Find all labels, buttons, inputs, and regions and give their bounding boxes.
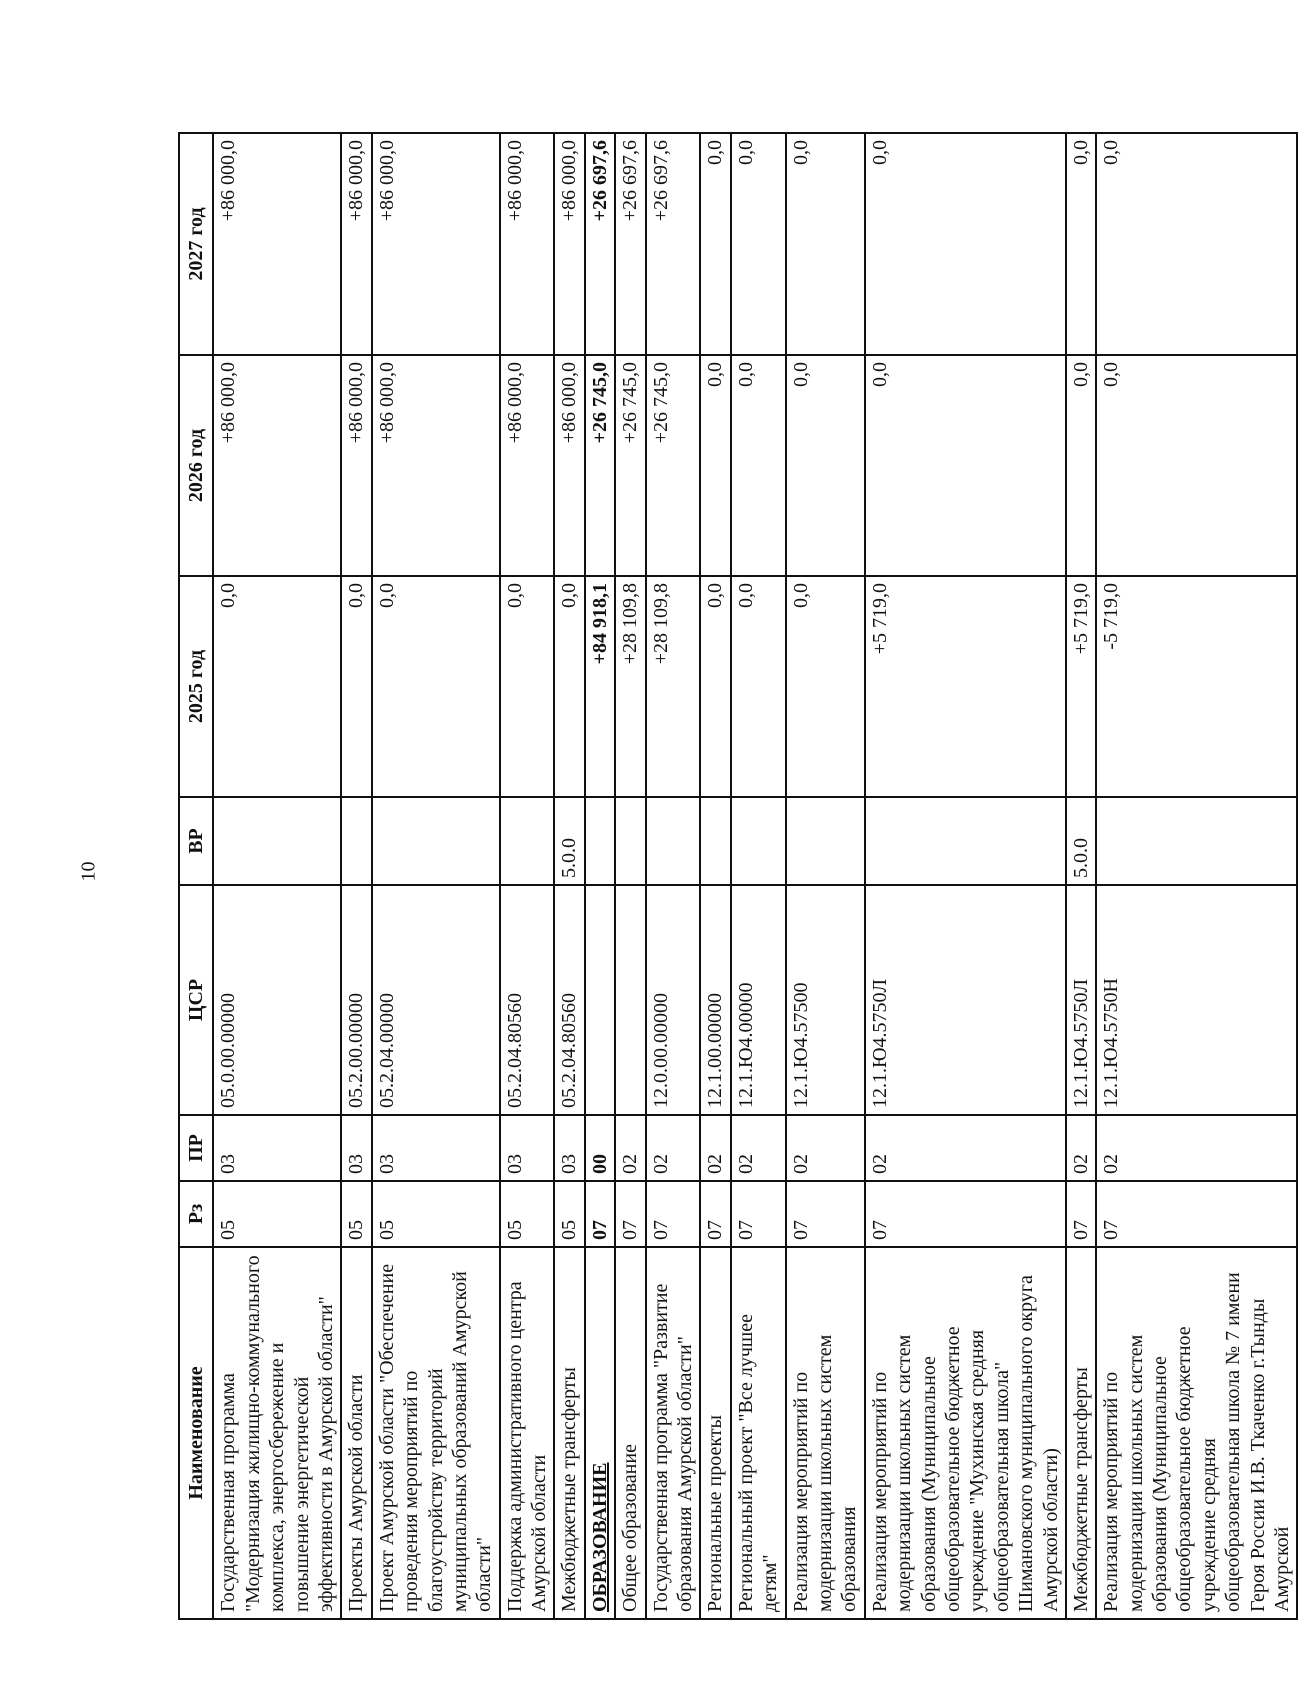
row-2027: +86 000,0: [341, 133, 371, 355]
row-2027: +86 000,0: [372, 133, 500, 355]
row-2025: +5 719,0: [1066, 576, 1096, 797]
row-pr: 03: [213, 1115, 341, 1181]
row-2027: 0,0: [786, 133, 865, 355]
row-2026: +86 000,0: [372, 355, 500, 576]
table-row: [615, 133, 645, 1619]
row-csr: 05.0.00.00000: [213, 885, 341, 1115]
table-row: [1096, 133, 1297, 1619]
row-vr: [615, 797, 645, 885]
row-rz: 07: [646, 1181, 701, 1247]
row-2025: +28 109,8: [615, 576, 645, 797]
row-rz: 05: [554, 1181, 584, 1247]
row-2025: 0,0: [700, 576, 730, 797]
row-name: Региональные проекты: [700, 1247, 730, 1619]
row-2025: +28 109,8: [646, 576, 701, 797]
row-csr: 05.2.04.80560: [554, 885, 584, 1115]
row-2026: 0,0: [731, 355, 786, 576]
row-2027: 0,0: [1096, 133, 1297, 355]
table-row: [646, 133, 701, 1619]
row-rz: 07: [1096, 1181, 1297, 1247]
row-csr: 12.1.Ю4.5750Л: [1066, 885, 1096, 1115]
page-number: 10: [77, 861, 100, 882]
row-pr: 03: [500, 1115, 555, 1181]
row-vr: 5.0.0: [554, 797, 584, 885]
row-2026: +86 000,0: [341, 355, 371, 576]
row-rz: 05: [213, 1181, 341, 1247]
header-rz: Рз: [179, 1181, 213, 1247]
row-pr: 03: [372, 1115, 500, 1181]
table-row: [700, 133, 730, 1619]
table-row: [372, 133, 500, 1619]
row-2026: +26 745,0: [646, 355, 701, 576]
header-pr: ПР: [179, 1115, 213, 1181]
row-2027: +86 000,0: [213, 133, 341, 355]
row-2027: 0,0: [731, 133, 786, 355]
row-name: Реализация мероприятий по модернизации школьных систем образования (Муниципальное общеобразовательное бюджетное учреждение средняя общеобразовательная школа № 7 имени Героя России И.В. Ткаченко г.Тынды Амурской: [1096, 1247, 1297, 1619]
row-vr: [700, 797, 730, 885]
table-row: [554, 133, 584, 1619]
row-csr: 12.1.Ю4.57500: [786, 885, 865, 1115]
header-csr: ЦСР: [179, 885, 213, 1115]
row-vr: [500, 797, 555, 885]
budget-table: [178, 132, 1298, 1620]
row-csr: 12.1.Ю4.5750Л: [865, 885, 1066, 1115]
row-csr: 05.2.00.00000: [341, 885, 371, 1115]
row-csr: 12.0.00.00000: [646, 885, 701, 1115]
row-2027: 0,0: [1066, 133, 1096, 355]
row-vr: [372, 797, 500, 885]
row-vr: [341, 797, 371, 885]
row-pr: 02: [615, 1115, 645, 1181]
row-2026: +86 000,0: [554, 355, 584, 576]
row-pr: 02: [731, 1115, 786, 1181]
row-name: Реализация мероприятий по модернизации школьных систем образования: [786, 1247, 865, 1619]
row-name: Поддержка административного центра Амурской области: [500, 1247, 555, 1619]
table-row: [213, 133, 341, 1619]
row-pr: 02: [700, 1115, 730, 1181]
row-2026: +26 745,0: [585, 355, 615, 576]
row-2025: 0,0: [500, 576, 555, 797]
row-2026: 0,0: [1066, 355, 1096, 576]
header-vr: ВР: [179, 797, 213, 885]
row-pr: 02: [646, 1115, 701, 1181]
row-name: Межбюджетные трансферты: [1066, 1247, 1096, 1619]
row-2027: +26 697,6: [585, 133, 615, 355]
row-2026: 0,0: [700, 355, 730, 576]
row-2026: +86 000,0: [213, 355, 341, 576]
row-rz: 05: [500, 1181, 555, 1247]
table-row: [1066, 133, 1096, 1619]
row-csr: [585, 885, 615, 1115]
row-vr: 5.0.0: [1066, 797, 1096, 885]
row-vr: [646, 797, 701, 885]
row-2025: 0,0: [786, 576, 865, 797]
row-rz: 05: [372, 1181, 500, 1247]
row-name: Реализация мероприятий по модернизации школьных систем образования (Муниципальное общеобразовательное бюджетное учреждение "Мухинская средняя общеобразовательная школа" Шимановского муниципального округа Амурской области): [865, 1247, 1066, 1619]
header-name: Наименование: [179, 1247, 213, 1619]
row-2027: +26 697,6: [646, 133, 701, 355]
row-2025: +84 918,1: [585, 576, 615, 797]
row-vr: [1096, 797, 1297, 885]
row-2027: +86 000,0: [500, 133, 555, 355]
header-2025: 2025 год: [179, 576, 213, 797]
row-rz: 07: [585, 1181, 615, 1247]
row-2025: +5 719,0: [865, 576, 1066, 797]
row-pr: 00: [585, 1115, 615, 1181]
row-rz: 07: [700, 1181, 730, 1247]
row-csr: 12.1.Ю4.5750Н: [1096, 885, 1297, 1115]
row-2025: -5 719,0: [1096, 576, 1297, 797]
row-rz: 07: [865, 1181, 1066, 1247]
row-csr: 12.1.00.00000: [700, 885, 730, 1115]
table-row: [500, 133, 555, 1619]
row-name: Межбюджетные трансферты: [554, 1247, 584, 1619]
row-csr: 05.2.04.80560: [500, 885, 555, 1115]
table-row: [731, 133, 786, 1619]
row-2027: 0,0: [865, 133, 1066, 355]
row-pr: 02: [1066, 1115, 1096, 1181]
table-row: [865, 133, 1066, 1619]
row-2026: 0,0: [865, 355, 1066, 576]
row-csr: 12.1.Ю4.00000: [731, 885, 786, 1115]
row-pr: 02: [1096, 1115, 1297, 1181]
row-vr: [585, 797, 615, 885]
header-2027: 2027 год: [179, 133, 213, 355]
row-pr: 03: [341, 1115, 371, 1181]
row-pr: 02: [786, 1115, 865, 1181]
table-row: [341, 133, 371, 1619]
row-name: Общее образование: [615, 1247, 645, 1619]
row-vr: [213, 797, 341, 885]
row-vr: [786, 797, 865, 885]
row-rz: 07: [731, 1181, 786, 1247]
row-rz: 05: [341, 1181, 371, 1247]
row-2027: +86 000,0: [554, 133, 584, 355]
row-2026: 0,0: [786, 355, 865, 576]
row-name: ОБРАЗОВАНИЕ: [585, 1247, 615, 1619]
row-2027: 0,0: [700, 133, 730, 355]
row-2026: +26 745,0: [615, 355, 645, 576]
row-2026: 0,0: [1096, 355, 1297, 576]
row-pr: 03: [554, 1115, 584, 1181]
row-2025: 0,0: [372, 576, 500, 797]
row-rz: 07: [786, 1181, 865, 1247]
row-2027: +26 697,6: [615, 133, 645, 355]
row-vr: [731, 797, 786, 885]
table-header-row: [179, 133, 213, 1619]
header-2026: 2026 год: [179, 355, 213, 576]
row-2026: +86 000,0: [500, 355, 555, 576]
table-row: [585, 133, 615, 1619]
table-row: [786, 133, 865, 1619]
row-2025: 0,0: [731, 576, 786, 797]
row-rz: 07: [1066, 1181, 1096, 1247]
row-csr: [615, 885, 645, 1115]
row-2025: 0,0: [341, 576, 371, 797]
row-csr: 05.2.04.00000: [372, 885, 500, 1115]
row-name: Проект Амурской области "Обеспечение проведения мероприятий по благоустройству территорий муниципальных образований Амурской области": [372, 1247, 500, 1619]
row-vr: [865, 797, 1066, 885]
row-name: Региональный проект "Все лучшее детям": [731, 1247, 786, 1619]
row-2025: 0,0: [554, 576, 584, 797]
row-rz: 07: [615, 1181, 645, 1247]
row-name: Проекты Амурской области: [341, 1247, 371, 1619]
budget-table-wrapper: [178, 134, 1298, 1620]
row-pr: 02: [865, 1115, 1066, 1181]
row-name: Государственная программа "Развитие образования Амурской области": [646, 1247, 701, 1619]
row-name: Государственная программа "Модернизация жилищно-коммунального комплекса, энергосбережение и повышение энергетической эффективности в Амурской области": [213, 1247, 341, 1619]
row-2025: 0,0: [213, 576, 341, 797]
